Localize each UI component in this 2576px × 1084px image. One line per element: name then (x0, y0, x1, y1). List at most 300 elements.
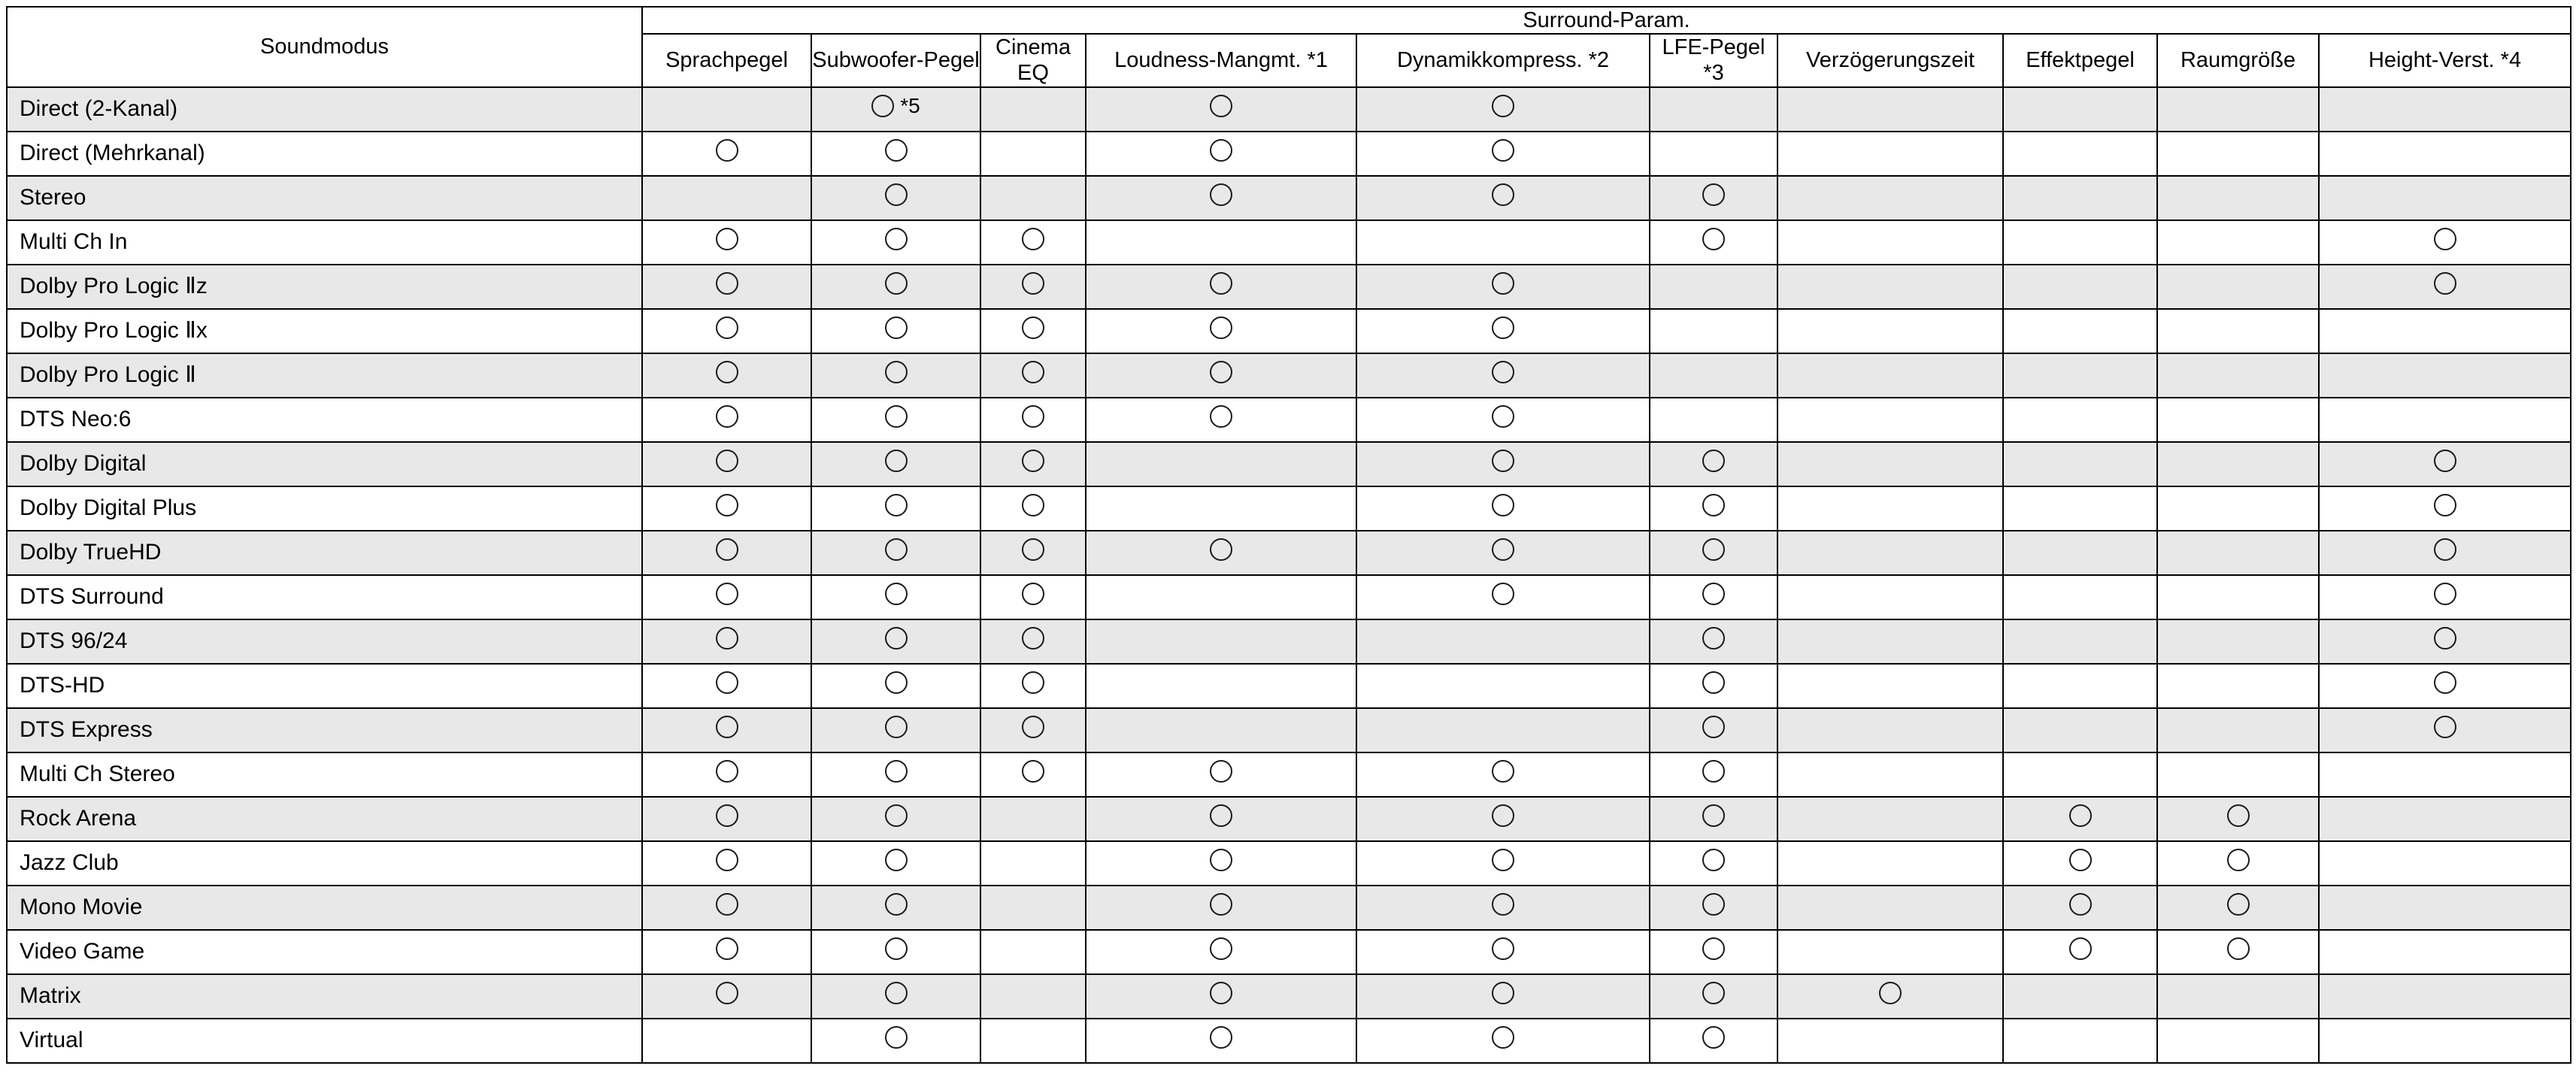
parameter-cell (2319, 575, 2571, 619)
parameter-cell (2003, 930, 2157, 974)
parameter-cell (642, 575, 811, 619)
supported-marker (1210, 538, 1232, 561)
supported-marker (716, 982, 738, 1004)
supported-marker (1492, 538, 1514, 561)
supported-marker (1022, 316, 1044, 339)
parameter-cell (2003, 752, 2157, 797)
supported-marker (1702, 849, 1725, 871)
supported-marker (1702, 982, 1725, 1004)
supported-marker (1492, 272, 1514, 295)
parameter-cell (811, 575, 980, 619)
circle-icon (1702, 716, 1725, 738)
parameter-cell (811, 752, 980, 797)
circle-icon (1022, 361, 1044, 383)
circle-icon (885, 583, 908, 605)
parameter-cell (2319, 176, 2571, 220)
parameter-cell (1356, 708, 1650, 752)
parameter-cell (2157, 442, 2319, 486)
supported-marker (885, 583, 908, 605)
parameter-cell (2003, 531, 2157, 575)
supported-marker (1210, 183, 1232, 206)
parameter-cell (2003, 486, 2157, 531)
parameter-cell (2157, 531, 2319, 575)
supported-marker (716, 893, 738, 916)
parameter-cell (2003, 220, 2157, 265)
parameter-cell (642, 87, 811, 132)
circle-icon (1702, 228, 1725, 250)
supported-marker (885, 228, 908, 250)
parameter-cell (980, 132, 1086, 176)
circle-icon (1702, 671, 1725, 694)
circle-icon (885, 937, 908, 960)
column-header-cinema-eq: Cinema EQ (980, 34, 1086, 86)
parameter-cell (980, 619, 1086, 664)
parameter-cell (1650, 797, 1777, 841)
parameter-cell (1086, 132, 1356, 176)
circle-icon (885, 982, 908, 1004)
circle-icon (1492, 405, 1514, 428)
circle-icon (2434, 538, 2456, 561)
circle-icon (1492, 450, 1514, 472)
supported-marker (2434, 494, 2456, 516)
parameter-cell (1086, 87, 1356, 132)
parameter-cell (980, 1019, 1086, 1063)
parameter-cell (1650, 708, 1777, 752)
supported-marker (1492, 95, 1514, 117)
sound-mode-name: Stereo (7, 176, 642, 220)
circle-icon (1492, 139, 1514, 162)
parameter-cell (1086, 752, 1356, 797)
parameter-cell (2157, 353, 2319, 398)
table-row (7, 531, 2571, 575)
parameter-cell (811, 1019, 980, 1063)
parameter-cell (2319, 442, 2571, 486)
sound-mode-name: Matrix (7, 974, 642, 1019)
parameter-cell (2319, 87, 2571, 132)
circle-icon (1210, 361, 1232, 383)
parameter-cell (2319, 398, 2571, 442)
parameter-cell (1777, 886, 2003, 930)
parameter-cell (2319, 220, 2571, 265)
parameter-cell (1650, 176, 1777, 220)
supported-marker (1492, 760, 1514, 783)
column-header-height-verstaerkung: Height-Verst. *4 (2319, 34, 2571, 86)
parameter-cell (642, 664, 811, 708)
parameter-cell (1356, 176, 1650, 220)
sound-mode-name: Direct (Mehrkanal) (7, 132, 642, 176)
supported-marker (1210, 139, 1232, 162)
column-header-subwoofer-pegel: Subwoofer-Pegel (811, 34, 980, 86)
circle-icon (1702, 538, 1725, 561)
circle-icon (1210, 849, 1232, 871)
parameter-cell (2157, 974, 2319, 1019)
parameter-cell (980, 974, 1086, 1019)
parameter-cell (642, 265, 811, 309)
parameter-cell (2319, 752, 2571, 797)
parameter-cell (811, 531, 980, 575)
supported-marker (2434, 583, 2456, 605)
circle-icon (1492, 538, 1514, 561)
parameter-cell (1650, 442, 1777, 486)
parameter-cell (642, 220, 811, 265)
parameter-cell (1356, 265, 1650, 309)
parameter-cell (1086, 974, 1356, 1019)
supported-marker (1022, 583, 1044, 605)
supported-marker (1492, 139, 1514, 162)
supported-marker (2227, 893, 2250, 916)
table-row (7, 575, 2571, 619)
parameter-cell (2319, 797, 2571, 841)
parameter-cell (2157, 309, 2319, 353)
parameter-cell (2003, 87, 2157, 132)
parameter-cell (980, 309, 1086, 353)
parameter-cell (642, 1019, 811, 1063)
supported-marker (885, 272, 908, 295)
parameter-cell (2319, 974, 2571, 1019)
parameter-cell (642, 841, 811, 886)
supported-marker (1210, 893, 1232, 916)
parameter-cell (2319, 486, 2571, 531)
table-body (7, 87, 2571, 1063)
supported-marker (885, 671, 908, 694)
circle-icon (2227, 804, 2250, 827)
supported-marker (716, 538, 738, 561)
parameter-cell (1086, 1019, 1356, 1063)
supported-marker (716, 716, 738, 738)
circle-icon (716, 760, 738, 783)
circle-icon (1492, 849, 1514, 871)
parameter-cell (2319, 1019, 2571, 1063)
supported-marker (2069, 849, 2092, 871)
circle-icon (1492, 494, 1514, 516)
parameter-cell (642, 886, 811, 930)
parameter-cell (1777, 309, 2003, 353)
supported-marker (1022, 405, 1044, 428)
supported-marker (885, 183, 908, 206)
parameter-cell (2319, 353, 2571, 398)
supported-marker (1702, 937, 1725, 960)
supported-marker (1022, 671, 1044, 694)
sound-mode-name: Virtual (7, 1019, 642, 1063)
sound-mode-name: DTS 96/24 (7, 619, 642, 664)
circle-icon (2227, 937, 2250, 960)
parameter-cell (2157, 575, 2319, 619)
parameter-cell (642, 486, 811, 531)
circle-icon (1210, 316, 1232, 339)
supported-marker (885, 316, 908, 339)
supported-marker (885, 627, 908, 649)
circle-icon (1022, 272, 1044, 295)
parameter-cell (642, 531, 811, 575)
parameter-cell (1777, 752, 2003, 797)
parameter-cell (2003, 176, 2157, 220)
circle-icon (1492, 583, 1514, 605)
supported-marker (1022, 716, 1044, 738)
parameter-cell (811, 220, 980, 265)
parameter-cell (2003, 841, 2157, 886)
parameter-cell (2157, 176, 2319, 220)
supported-marker (1492, 937, 1514, 960)
sound-mode-name: Mono Movie (7, 886, 642, 930)
supported-marker (885, 1026, 908, 1049)
parameter-cell (1086, 708, 1356, 752)
parameter-cell (2157, 619, 2319, 664)
supported-marker (885, 538, 908, 561)
parameter-cell (1086, 797, 1356, 841)
parameter-cell (1777, 708, 2003, 752)
parameter-cell (2003, 575, 2157, 619)
sound-mode-name: Dolby Digital Plus (7, 486, 642, 531)
supported-marker (716, 760, 738, 783)
circle-icon (1022, 760, 1044, 783)
parameter-cell (642, 619, 811, 664)
parameter-cell (1650, 619, 1777, 664)
supported-marker (2434, 671, 2456, 694)
table-header (7, 7, 2571, 87)
supported-marker (1492, 583, 1514, 605)
circle-icon (885, 671, 908, 694)
circle-icon (2434, 494, 2456, 516)
circle-icon (1210, 1026, 1232, 1049)
circle-icon (1702, 583, 1725, 605)
circle-icon (716, 361, 738, 383)
parameter-cell (1777, 930, 2003, 974)
sound-mode-name: Direct (2-Kanal) (7, 87, 642, 132)
table-row (7, 841, 2571, 886)
column-header-soundmodus: Soundmodus (7, 7, 642, 87)
parameter-cell (1650, 974, 1777, 1019)
circle-icon (1702, 450, 1725, 472)
column-group-header-surround-param: Surround-Param. (642, 7, 2571, 34)
column-header-sprachpegel: Sprachpegel (642, 34, 811, 86)
sound-mode-parameter-table (6, 6, 2571, 1064)
supported-marker (1492, 494, 1514, 516)
supported-marker (716, 139, 738, 162)
supported-marker (2069, 893, 2092, 916)
circle-icon (1210, 183, 1232, 206)
parameter-cell (2003, 398, 2157, 442)
circle-icon (716, 849, 738, 871)
circle-icon (2434, 671, 2456, 694)
table-row (7, 265, 2571, 309)
table-row (7, 132, 2571, 176)
supported-marker (1702, 538, 1725, 561)
supported-marker (1492, 804, 1514, 827)
parameter-cell (2319, 841, 2571, 886)
supported-marker (885, 361, 908, 383)
parameter-cell (811, 886, 980, 930)
parameter-cell (2003, 309, 2157, 353)
circle-icon (885, 272, 908, 295)
parameter-cell (2157, 664, 2319, 708)
circle-icon (1702, 937, 1725, 960)
supported-marker (1210, 849, 1232, 871)
circle-icon (716, 405, 738, 428)
circle-icon (1492, 982, 1514, 1004)
sound-mode-name: Video Game (7, 930, 642, 974)
supported-marker (1492, 405, 1514, 428)
parameter-cell (1650, 531, 1777, 575)
parameter-cell (980, 176, 1086, 220)
parameter-cell (2157, 841, 2319, 886)
sound-mode-name: DTS Express (7, 708, 642, 752)
supported-marker (871, 95, 920, 117)
parameter-cell (811, 930, 980, 974)
parameter-cell (1650, 841, 1777, 886)
table-row (7, 1019, 2571, 1063)
circle-icon (1210, 937, 1232, 960)
parameter-cell (2157, 886, 2319, 930)
circle-icon (885, 139, 908, 162)
supported-marker (1022, 450, 1044, 472)
parameter-cell (811, 442, 980, 486)
circle-icon (1702, 760, 1725, 783)
supported-marker (885, 139, 908, 162)
parameter-cell (980, 87, 1086, 132)
parameter-cell (1777, 841, 2003, 886)
parameter-cell (1777, 220, 2003, 265)
sound-mode-name: Multi Ch Stereo (7, 752, 642, 797)
circle-icon (716, 139, 738, 162)
table-row (7, 974, 2571, 1019)
supported-marker (885, 893, 908, 916)
parameter-cell (980, 398, 1086, 442)
supported-marker (1022, 760, 1044, 783)
supported-marker (2069, 804, 2092, 827)
sound-mode-name: Dolby Pro Logic Ⅱ (7, 353, 642, 398)
circle-icon (1210, 760, 1232, 783)
circle-icon (1492, 937, 1514, 960)
sound-mode-name: Rock Arena (7, 797, 642, 841)
circle-icon (1022, 228, 1044, 250)
supported-marker (885, 405, 908, 428)
parameter-cell (1356, 575, 1650, 619)
circle-icon (2434, 716, 2456, 738)
supported-marker (1492, 849, 1514, 871)
supported-marker (885, 494, 908, 516)
supported-marker (2434, 538, 2456, 561)
supported-marker (1210, 982, 1232, 1004)
parameter-cell (1650, 575, 1777, 619)
circle-icon (1022, 405, 1044, 428)
parameter-cell (1356, 486, 1650, 531)
table-row (7, 176, 2571, 220)
circle-icon (871, 95, 894, 117)
parameter-cell (2319, 708, 2571, 752)
parameter-cell (2319, 664, 2571, 708)
parameter-cell (980, 752, 1086, 797)
circle-icon (716, 272, 738, 295)
circle-icon (885, 804, 908, 827)
supported-marker (1210, 361, 1232, 383)
circle-icon (2434, 272, 2456, 295)
circle-icon (716, 982, 738, 1004)
circle-icon (1492, 183, 1514, 206)
sound-mode-name: Jazz Club (7, 841, 642, 886)
parameter-cell (1650, 309, 1777, 353)
table-row (7, 797, 2571, 841)
parameter-cell (1777, 797, 2003, 841)
supported-marker (716, 361, 738, 383)
circle-icon (716, 627, 738, 649)
table-row (7, 619, 2571, 664)
parameter-cell (1356, 974, 1650, 1019)
circle-icon (1022, 450, 1044, 472)
parameter-cell (1777, 398, 2003, 442)
supported-marker (1492, 183, 1514, 206)
supported-marker (716, 272, 738, 295)
supported-marker (1210, 272, 1232, 295)
parameter-cell (1777, 1019, 2003, 1063)
circle-icon (1022, 494, 1044, 516)
circle-icon (2069, 893, 2092, 916)
parameter-cell (1086, 353, 1356, 398)
circle-icon (2227, 893, 2250, 916)
circle-icon (716, 937, 738, 960)
parameter-cell (811, 353, 980, 398)
parameter-cell (2157, 930, 2319, 974)
circle-icon (2434, 583, 2456, 605)
parameter-cell (1356, 220, 1650, 265)
parameter-cell (1086, 442, 1356, 486)
parameter-cell (811, 87, 980, 132)
parameter-cell (1777, 353, 2003, 398)
parameter-cell (1356, 930, 1650, 974)
parameter-cell (1356, 442, 1650, 486)
parameter-cell (2003, 619, 2157, 664)
parameter-cell (980, 797, 1086, 841)
circle-icon (885, 494, 908, 516)
supported-marker (1702, 494, 1725, 516)
column-header-dynamikkompression: Dynamikkompress. *2 (1356, 34, 1650, 86)
supported-marker (2069, 937, 2092, 960)
supported-marker (1702, 716, 1725, 738)
parameter-cell (980, 664, 1086, 708)
parameter-cell (980, 442, 1086, 486)
parameter-cell (1650, 886, 1777, 930)
parameter-cell (642, 309, 811, 353)
parameter-cell (1086, 398, 1356, 442)
supported-marker (716, 583, 738, 605)
parameter-cell (980, 486, 1086, 531)
parameter-cell (1777, 619, 2003, 664)
supported-marker (1022, 228, 1044, 250)
supported-marker (716, 494, 738, 516)
supported-marker (1022, 272, 1044, 295)
parameter-cell (1356, 752, 1650, 797)
circle-icon (1702, 893, 1725, 916)
parameter-cell (2003, 1019, 2157, 1063)
parameter-cell (642, 442, 811, 486)
parameter-cell (811, 619, 980, 664)
parameter-cell (2319, 930, 2571, 974)
parameter-cell (1650, 132, 1777, 176)
supported-marker (1022, 494, 1044, 516)
parameter-cell (1356, 353, 1650, 398)
parameter-cell (2157, 1019, 2319, 1063)
parameter-cell (642, 930, 811, 974)
supported-marker (1210, 316, 1232, 339)
sound-mode-name: Multi Ch In (7, 220, 642, 265)
circle-icon (2227, 849, 2250, 871)
supported-marker (1702, 450, 1725, 472)
circle-icon (885, 228, 908, 250)
supported-marker (885, 716, 908, 738)
parameter-cell (811, 309, 980, 353)
circle-icon (1702, 982, 1725, 1004)
circle-icon (1022, 627, 1044, 649)
parameter-cell (1356, 797, 1650, 841)
